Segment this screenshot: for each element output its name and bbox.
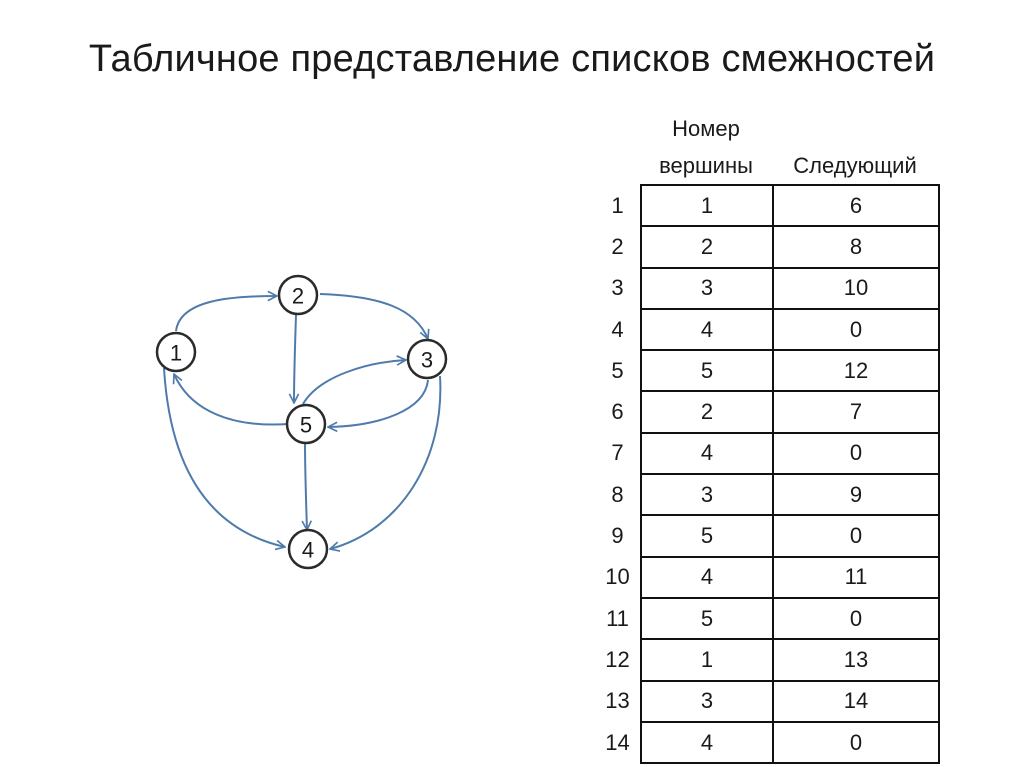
vertex-cell: 3 bbox=[641, 681, 773, 722]
table-row bbox=[595, 681, 939, 722]
header-vertex-line-2: вершины bbox=[659, 153, 753, 178]
row-index: 10 bbox=[605, 564, 630, 590]
next-cell: 9 bbox=[773, 474, 939, 515]
vertex-cell: 4 bbox=[641, 309, 773, 350]
next-cell: 10 bbox=[773, 268, 939, 309]
adjacency-table bbox=[595, 184, 940, 764]
graph-node-1-label: 1 bbox=[169, 340, 183, 366]
table-row bbox=[595, 309, 939, 350]
next-cell: 0 bbox=[773, 598, 939, 639]
next-cell: 11 bbox=[773, 557, 939, 598]
row-index: 4 bbox=[611, 316, 624, 342]
vertex-cell: 4 bbox=[641, 433, 773, 474]
table-row bbox=[595, 639, 939, 680]
next-cell: 6 bbox=[773, 185, 939, 226]
vertex-cell: 4 bbox=[641, 557, 773, 598]
vertex-cell: 4 bbox=[641, 722, 773, 763]
graph-node-5-label: 5 bbox=[299, 412, 313, 438]
vertex-cell: 1 bbox=[641, 639, 773, 680]
vertex-cell: 2 bbox=[641, 226, 773, 267]
row-index: 5 bbox=[611, 357, 624, 383]
next-cell: 0 bbox=[773, 515, 939, 556]
table-row bbox=[595, 185, 939, 226]
row-index: 8 bbox=[611, 481, 624, 507]
table-row bbox=[595, 474, 939, 515]
row-index: 13 bbox=[605, 688, 630, 714]
next-cell: 8 bbox=[773, 226, 939, 267]
vertex-cell: 5 bbox=[641, 350, 773, 391]
vertex-cell: 2 bbox=[641, 391, 773, 432]
edge-2-3 bbox=[320, 294, 428, 339]
table-row bbox=[595, 557, 939, 598]
edge-2-5 bbox=[294, 315, 296, 403]
next-cell: 13 bbox=[773, 639, 939, 680]
next-cell: 7 bbox=[773, 391, 939, 432]
row-index: 12 bbox=[605, 646, 630, 672]
table-row bbox=[595, 391, 939, 432]
row-index: 14 bbox=[605, 729, 630, 755]
table-row bbox=[595, 433, 939, 474]
edge-5-3 bbox=[303, 360, 406, 404]
table-row bbox=[595, 598, 939, 639]
next-cell: 0 bbox=[773, 722, 939, 763]
edge-5-1 bbox=[174, 374, 289, 425]
next-cell: 12 bbox=[773, 350, 939, 391]
row-index: 1 bbox=[611, 192, 624, 218]
row-index: 3 bbox=[611, 275, 624, 301]
row-index: 2 bbox=[611, 233, 624, 259]
graph-node-4-label: 4 bbox=[301, 537, 315, 563]
graph-node-3-label: 3 bbox=[420, 347, 434, 373]
next-cell: 0 bbox=[773, 309, 939, 350]
row-index: 9 bbox=[611, 523, 624, 549]
table-row bbox=[595, 722, 939, 763]
edge-5-4 bbox=[305, 443, 307, 530]
vertex-cell: 1 bbox=[641, 185, 773, 226]
row-index: 6 bbox=[611, 399, 624, 425]
edge-3-5 bbox=[328, 380, 428, 427]
table-row bbox=[595, 515, 939, 556]
header-vertex-line-1: Номер bbox=[672, 116, 740, 141]
edge-1-2 bbox=[176, 296, 277, 331]
vertex-cell: 3 bbox=[641, 268, 773, 309]
header-next: Следующий bbox=[793, 153, 917, 178]
next-cell: 0 bbox=[773, 433, 939, 474]
vertex-cell: 3 bbox=[641, 474, 773, 515]
vertex-cell: 5 bbox=[641, 515, 773, 556]
header-vertex-number bbox=[640, 110, 772, 184]
page-title: Табличное представление списков смежностей bbox=[88, 38, 936, 80]
table-row bbox=[595, 268, 939, 309]
edge-1-4 bbox=[164, 368, 285, 547]
next-cell: 14 bbox=[773, 681, 939, 722]
vertex-cell: 5 bbox=[641, 598, 773, 639]
row-index: 11 bbox=[606, 605, 629, 631]
row-index: 7 bbox=[611, 440, 624, 466]
table-row bbox=[595, 226, 939, 267]
edge-3-4 bbox=[330, 376, 440, 549]
table-row bbox=[595, 350, 939, 391]
graph-node-2-label: 2 bbox=[291, 283, 305, 309]
